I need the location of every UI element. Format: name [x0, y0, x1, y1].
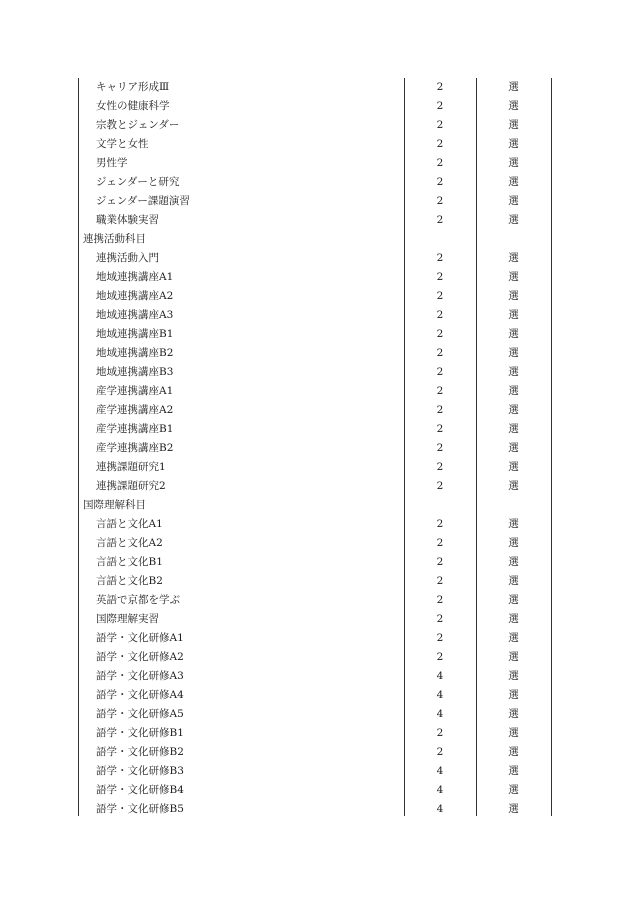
credits-cell: 4 [436, 765, 444, 777]
requirement-type-cell: 選 [508, 100, 519, 112]
requirement-type-cell: 選 [508, 632, 519, 644]
table-row [78, 192, 552, 211]
credits-cell: 2 [436, 632, 444, 644]
table-row [78, 762, 552, 781]
table-row [78, 363, 552, 382]
requirement-type-cell: 選 [508, 347, 519, 359]
requirement-type-cell: 選 [508, 119, 519, 131]
table-row [78, 553, 552, 572]
course-name: 語学・文化研修A1 [96, 632, 184, 644]
requirement-type-cell: 選 [508, 689, 519, 701]
table-row [78, 344, 552, 363]
credits-cell: 2 [436, 746, 444, 758]
table-row [78, 97, 552, 116]
credits-cell: 2 [436, 727, 444, 739]
requirement-type-cell: 選 [508, 727, 519, 739]
credits-cell: 2 [436, 138, 444, 150]
table-row [78, 724, 552, 743]
credits-cell: 2 [436, 271, 444, 283]
course-name: 産学連携講座B1 [96, 423, 174, 435]
course-name: 言語と文化A1 [96, 518, 163, 530]
requirement-type-cell: 選 [508, 708, 519, 720]
table-row [78, 629, 552, 648]
table-row [78, 667, 552, 686]
requirement-type-cell: 選 [508, 138, 519, 150]
table-row [78, 401, 552, 420]
table-row [78, 800, 552, 819]
credits-cell: 2 [436, 594, 444, 606]
credits-cell: 2 [436, 347, 444, 359]
requirement-type-cell: 選 [508, 765, 519, 777]
requirement-type-cell: 選 [508, 214, 519, 226]
table-row [78, 420, 552, 439]
table-row [78, 610, 552, 629]
credits-cell: 4 [436, 803, 444, 815]
credits-cell: 2 [436, 100, 444, 112]
course-name: 連携活動入門 [96, 252, 159, 264]
requirement-type-cell: 選 [508, 537, 519, 549]
category-name: 国際理解科目 [83, 499, 146, 511]
course-name: 産学連携講座A1 [96, 385, 174, 397]
credits-cell: 2 [436, 385, 444, 397]
credits-cell: 2 [436, 157, 444, 169]
table-row [78, 515, 552, 534]
credits-cell: 2 [436, 252, 444, 264]
course-name: 語学・文化研修A2 [96, 651, 184, 663]
table-row [78, 154, 552, 173]
credits-cell: 2 [436, 575, 444, 587]
requirement-type-cell: 選 [508, 575, 519, 587]
credits-cell: 4 [436, 689, 444, 701]
course-name: 語学・文化研修B4 [96, 784, 184, 796]
requirement-type-cell: 選 [508, 81, 519, 93]
course-name: 地域連携講座A1 [96, 271, 174, 283]
requirement-type-cell: 選 [508, 157, 519, 169]
requirement-type-cell: 選 [508, 784, 519, 796]
credits-cell: 2 [436, 423, 444, 435]
requirement-type-cell: 選 [508, 613, 519, 625]
credits-cell: 2 [436, 328, 444, 340]
course-name: 女性の健康科学 [96, 100, 170, 112]
category-row [78, 230, 552, 249]
requirement-type-cell: 選 [508, 651, 519, 663]
table-row [78, 458, 552, 477]
requirement-type-cell: 選 [508, 404, 519, 416]
credits-cell: 2 [436, 176, 444, 188]
credits-cell: 2 [436, 442, 444, 454]
course-name: 語学・文化研修A3 [96, 670, 184, 682]
requirement-type-cell: 選 [508, 290, 519, 302]
requirement-type-cell: 選 [508, 594, 519, 606]
credits-cell: 2 [436, 366, 444, 378]
course-name: ジェンダー課題演習 [96, 195, 190, 207]
course-name: 地域連携講座B2 [96, 347, 174, 359]
category-name: 連携活動科目 [83, 233, 146, 245]
credits-cell: 2 [436, 537, 444, 549]
credits-cell: 2 [436, 119, 444, 131]
credits-cell: 2 [436, 404, 444, 416]
table-row [78, 743, 552, 762]
requirement-type-cell: 選 [508, 252, 519, 264]
table-row [78, 211, 552, 230]
credits-cell: 4 [436, 670, 444, 682]
course-name: 産学連携講座A2 [96, 404, 174, 416]
requirement-type-cell: 選 [508, 328, 519, 340]
course-name: 地域連携講座B1 [96, 328, 174, 340]
requirement-type-cell: 選 [508, 309, 519, 321]
credits-cell: 2 [436, 81, 444, 93]
course-name: 国際理解実習 [96, 613, 159, 625]
credits-cell: 4 [436, 784, 444, 796]
table-row [78, 173, 552, 192]
table-row [78, 705, 552, 724]
requirement-type-cell: 選 [508, 746, 519, 758]
credits-cell: 2 [436, 309, 444, 321]
table-row [78, 648, 552, 667]
table-row [78, 781, 552, 800]
course-name: 産学連携講座B2 [96, 442, 174, 454]
requirement-type-cell: 選 [508, 423, 519, 435]
requirement-type-cell: 選 [508, 670, 519, 682]
course-name: 地域連携講座B3 [96, 366, 174, 378]
course-name: 語学・文化研修A4 [96, 689, 184, 701]
course-name: 言語と文化B2 [96, 575, 163, 587]
requirement-type-cell: 選 [508, 366, 519, 378]
course-name: 英語で京都を学ぶ [96, 594, 180, 606]
table-row [78, 325, 552, 344]
course-name: 連携課題研究1 [96, 461, 166, 473]
table-row [78, 249, 552, 268]
requirement-type-cell: 選 [508, 803, 519, 815]
course-name: 語学・文化研修B2 [96, 746, 184, 758]
course-name: 男性学 [96, 157, 128, 169]
table-row [78, 135, 552, 154]
credits-cell: 2 [436, 461, 444, 473]
course-name: 語学・文化研修B1 [96, 727, 184, 739]
course-name: 宗教とジェンダー [96, 119, 180, 131]
course-name: 地域連携講座A2 [96, 290, 174, 302]
table-row [78, 287, 552, 306]
table-row [78, 268, 552, 287]
requirement-type-cell: 選 [508, 518, 519, 530]
course-name: キャリア形成Ⅲ [96, 81, 170, 93]
course-name: 文学と女性 [96, 138, 149, 150]
table-body [78, 78, 552, 819]
table-row [78, 477, 552, 496]
credits-cell: 2 [436, 556, 444, 568]
course-name: 語学・文化研修B3 [96, 765, 184, 777]
course-name: 言語と文化B1 [96, 556, 163, 568]
table-row [78, 78, 552, 97]
credits-cell: 2 [436, 290, 444, 302]
course-name: 地域連携講座A3 [96, 309, 174, 321]
table-row [78, 306, 552, 325]
requirement-type-cell: 選 [508, 556, 519, 568]
credits-cell: 2 [436, 518, 444, 530]
course-name: 連携課題研究2 [96, 480, 166, 492]
requirement-type-cell: 選 [508, 461, 519, 473]
category-row [78, 496, 552, 515]
credits-cell: 4 [436, 708, 444, 720]
course-name: 言語と文化A2 [96, 537, 163, 549]
credits-cell: 2 [436, 195, 444, 207]
requirement-type-cell: 選 [508, 271, 519, 283]
credits-cell: 2 [436, 613, 444, 625]
table-row [78, 686, 552, 705]
course-name: 語学・文化研修B5 [96, 803, 184, 815]
table-row [78, 591, 552, 610]
credits-cell: 2 [436, 214, 444, 226]
table-row [78, 116, 552, 135]
table-row [78, 439, 552, 458]
requirement-type-cell: 選 [508, 480, 519, 492]
course-name: ジェンダーと研究 [96, 176, 180, 188]
course-table [78, 78, 552, 816]
requirement-type-cell: 選 [508, 195, 519, 207]
course-name: 語学・文化研修A5 [96, 708, 184, 720]
course-name: 職業体験実習 [96, 214, 159, 226]
requirement-type-cell: 選 [508, 442, 519, 454]
table-row [78, 534, 552, 553]
credits-cell: 2 [436, 651, 444, 663]
table-row [78, 382, 552, 401]
credits-cell: 2 [436, 480, 444, 492]
requirement-type-cell: 選 [508, 176, 519, 188]
requirement-type-cell: 選 [508, 385, 519, 397]
table-row [78, 572, 552, 591]
